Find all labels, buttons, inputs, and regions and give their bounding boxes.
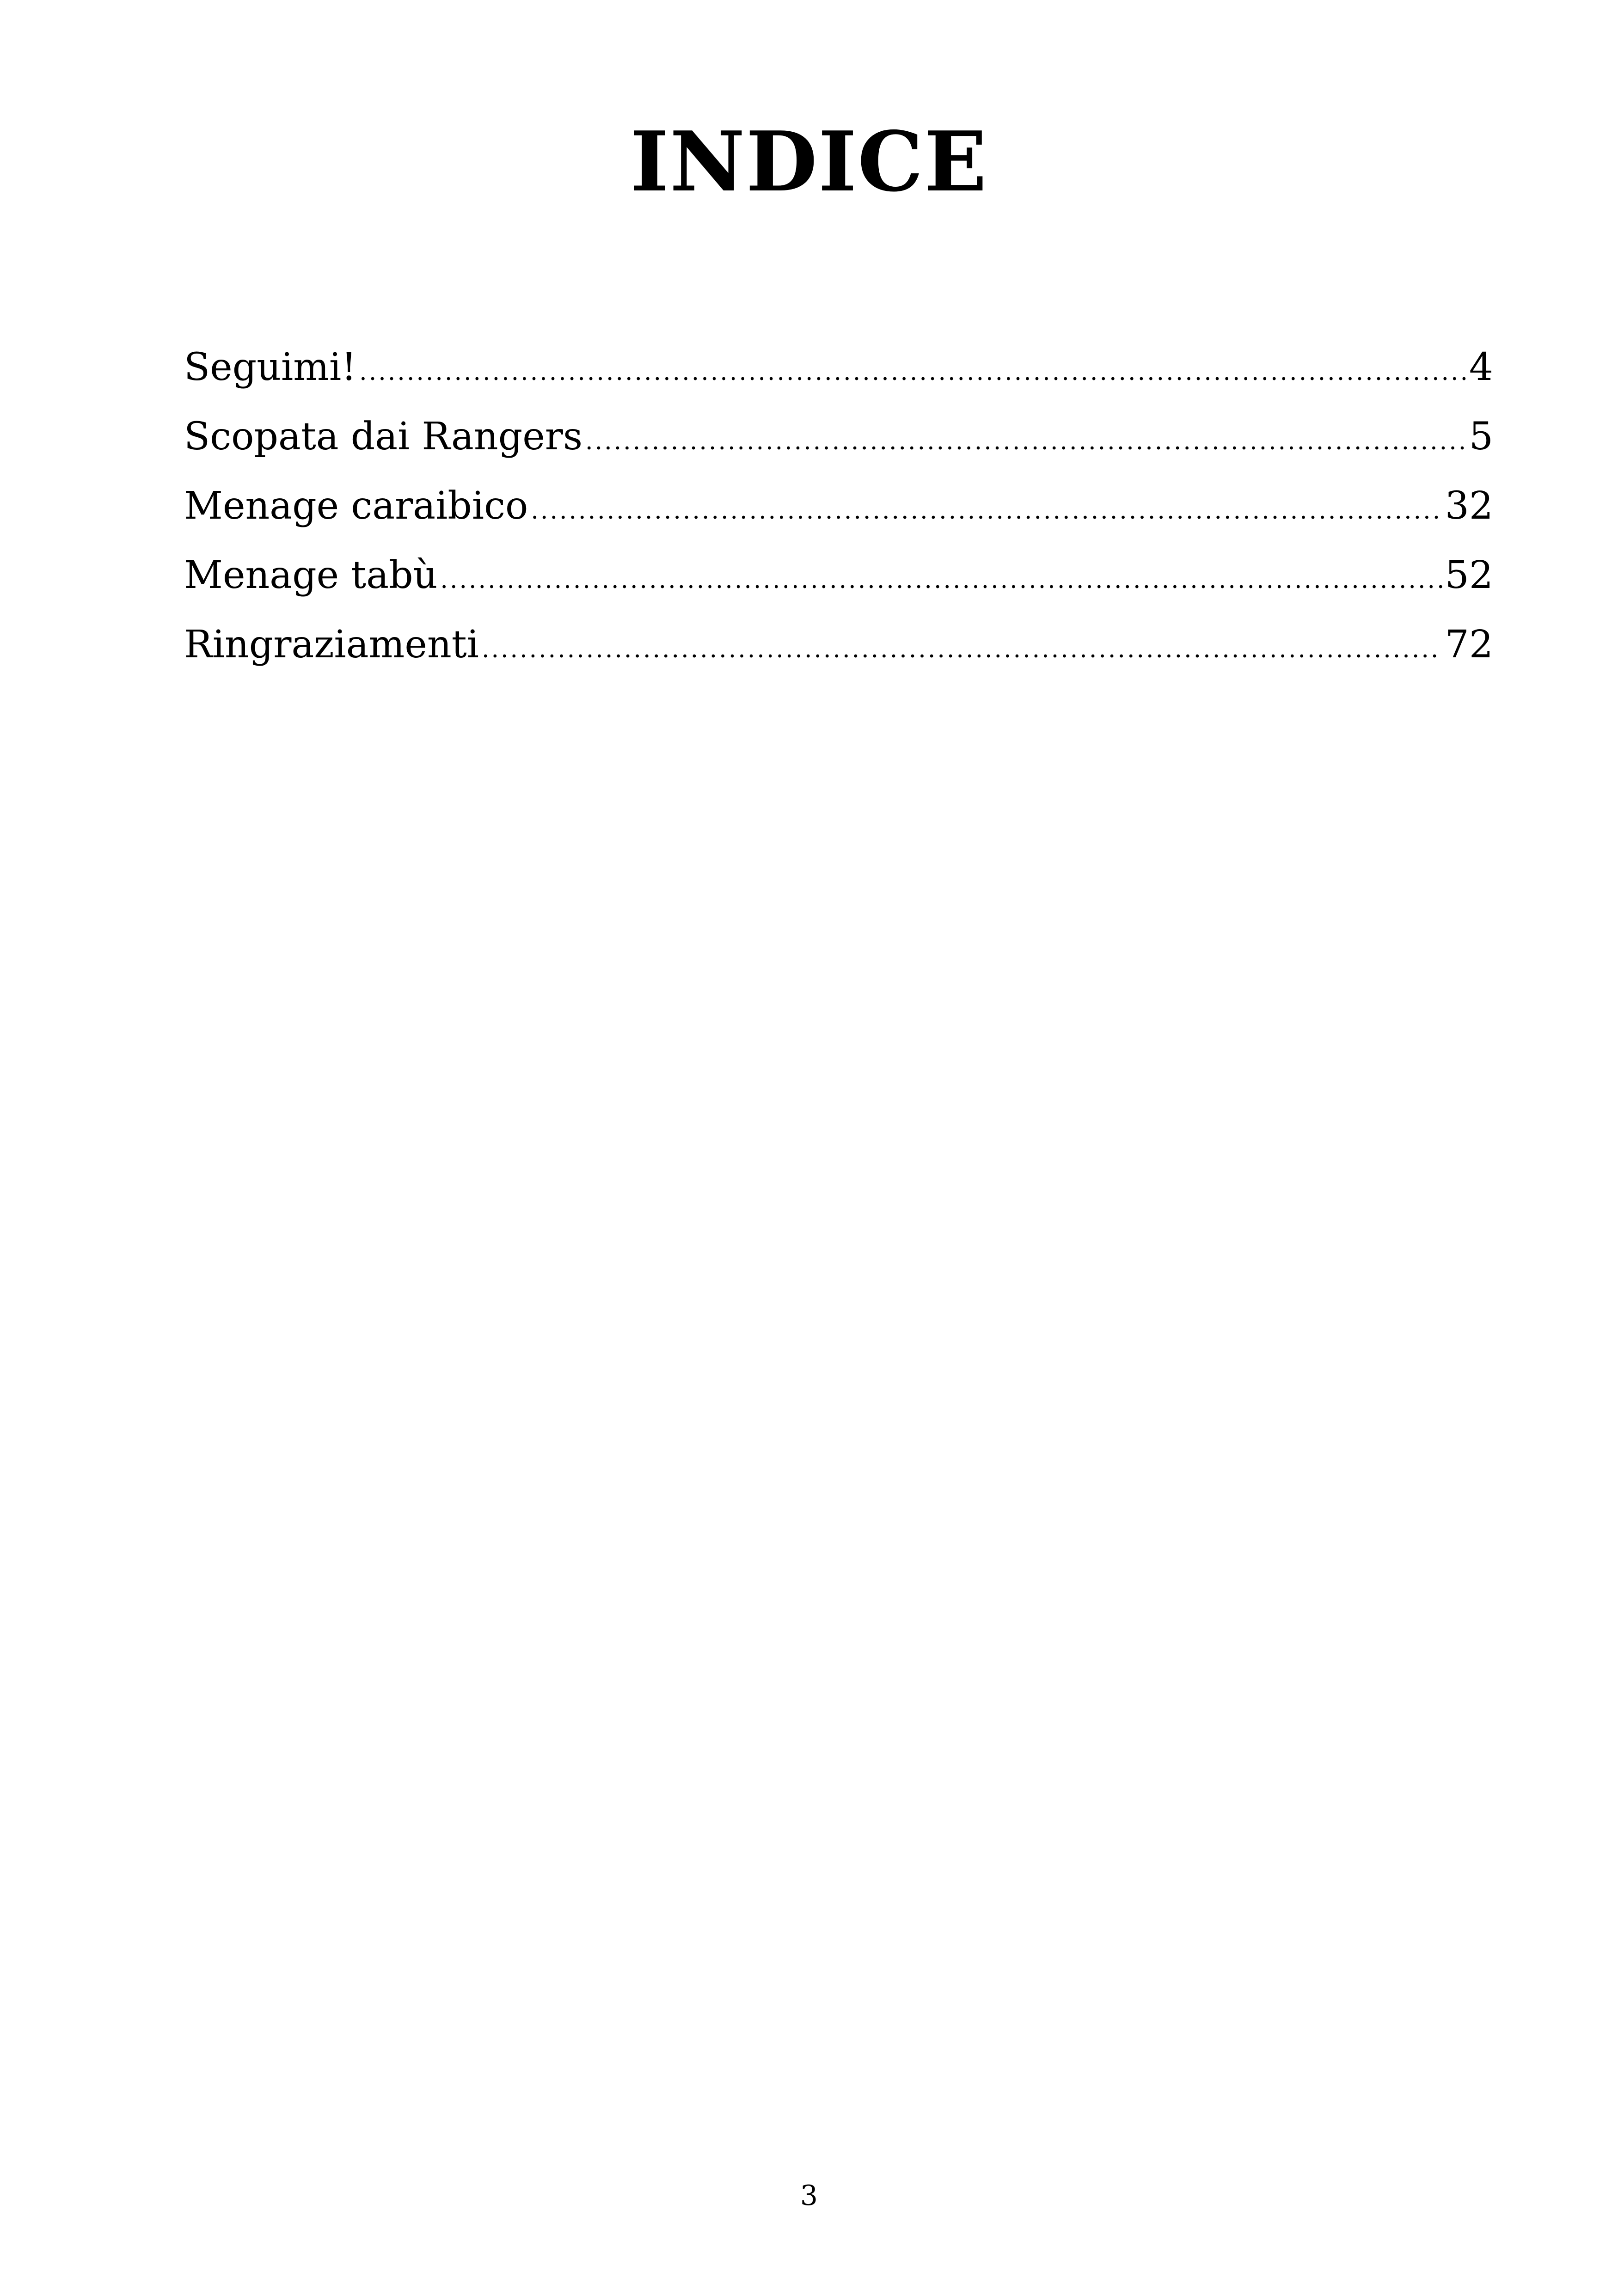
toc-entry-title: Scopata dai Rangers bbox=[184, 415, 583, 459]
toc-entry-page: 52 bbox=[1445, 553, 1493, 597]
toc-entry-page: 5 bbox=[1469, 415, 1493, 459]
toc-entry-title: Ringraziamenti bbox=[184, 623, 479, 667]
dot-leader bbox=[585, 407, 1466, 476]
toc-entry-menage-caraibico[interactable] bbox=[184, 471, 1493, 541]
toc-entry-page: 4 bbox=[1469, 345, 1493, 389]
toc-entry-seguimi[interactable] bbox=[184, 333, 1493, 402]
toc-entry-page: 72 bbox=[1445, 623, 1493, 667]
page-number: 3 bbox=[800, 2180, 818, 2212]
dot-leader bbox=[440, 545, 1442, 615]
dot-leader bbox=[359, 337, 1466, 407]
dot-leader bbox=[482, 615, 1442, 684]
toc-entry-title: Seguimi! bbox=[184, 345, 357, 389]
toc-entry-title: Menage caraibico bbox=[184, 484, 528, 528]
toc-entry-menage-tabu[interactable] bbox=[184, 541, 1493, 610]
toc-entry-scopata-dai-rangers[interactable] bbox=[184, 402, 1493, 471]
page-title: INDICE bbox=[630, 113, 988, 210]
toc-entry-page: 32 bbox=[1445, 484, 1493, 528]
dot-leader bbox=[531, 476, 1442, 545]
toc-entry-title: Menage tabù bbox=[184, 553, 438, 597]
table-of-contents bbox=[184, 333, 1493, 680]
toc-entry-ringraziamenti[interactable] bbox=[184, 610, 1493, 680]
